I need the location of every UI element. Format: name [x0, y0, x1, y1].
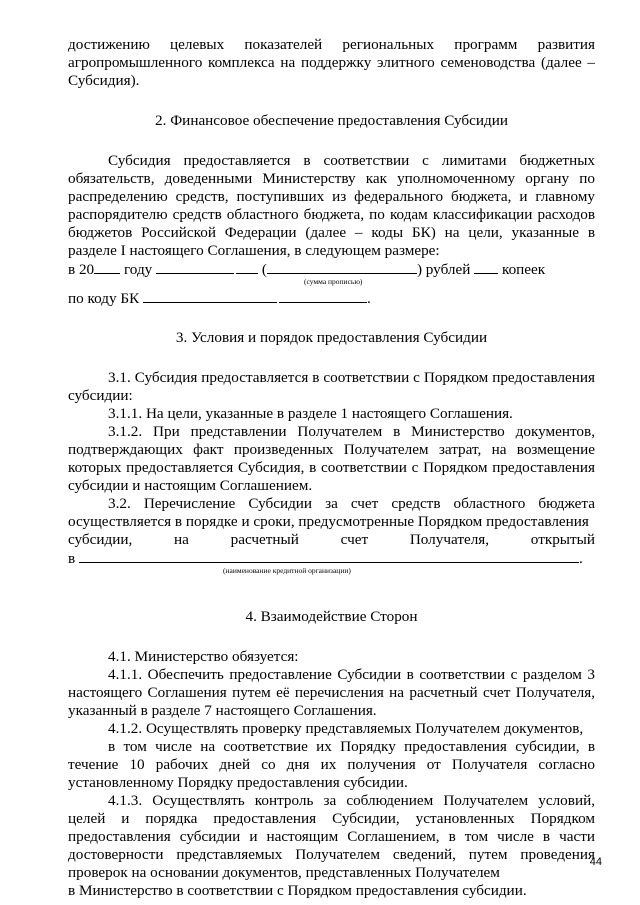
p4-1-3: 4.1.3. Осуществлять контроль за соблюдением Получателем условий, целей и порядка предоставления Субсидии, установленных Порядком предоставления субсидии и настоящим Соглашением, в том числе в части достоверности представляемых Получателем сведений, путем проведения проверок на основании документов, представленных Получателем: [68, 792, 595, 881]
amount-hint: (сумма прописью): [304, 277, 363, 286]
amount-hint-row: [68, 278, 595, 289]
date-blank-2: [236, 260, 258, 274]
p4-1-2: 4.1.2. Осуществлять проверку представляемых Получателем документов,: [108, 720, 584, 737]
kbk-blank: [143, 289, 277, 303]
kbk-blank-2: [279, 289, 367, 303]
p4-1-3-last: в Министерство в соответствии с Порядком предоставления субсидии.: [68, 882, 527, 899]
section2-paragraph: Субсидия предоставляется в соответствии с лимитами бюджетных обязательств, доведенными Министерству как уполномоченному органу по распределению средств, поступивших из федерального бюджета, и главному распорядителю средств областного бюджета, по кодам классификации расходов бюджетов Российской Федерации (далее – коды БК) на цели, указанные в разделе I настоящего Соглашения, в следующем размере:: [68, 152, 595, 259]
kbk-label: по коду БК: [68, 290, 140, 307]
page-number: 44: [589, 856, 602, 868]
section3-title: 3. Условия и порядок предоставления Субсидии: [175, 329, 488, 346]
amount-open-paren: (: [261, 261, 267, 278]
bank-prefix: в: [68, 550, 76, 567]
bank-hint-row: [68, 567, 595, 578]
year-blank: [94, 260, 120, 274]
section4-title: 4. Взаимодействие Сторон: [245, 608, 418, 625]
top-paragraph-rest: агропромышленного комплекса на поддержку элитного семеноводства (далее – Субсидия).: [68, 54, 595, 89]
amount-rub: ) рублей: [416, 261, 471, 278]
p4-1-2-cont: в том числе на соответствие их Порядку предоставления субсидии, в течение 10 рабочих дней со дня их получения от Получателя согласно установленному Порядку предоставления субсидии.: [68, 738, 595, 791]
kop-blank: [474, 260, 498, 274]
p4-1: 4.1. Министерство обязуется:: [108, 648, 299, 665]
p3-2-last: субсидии, на расчетный счет Получателя, открытый: [68, 531, 595, 548]
document-body: [68, 36, 595, 900]
kbk-line: [68, 289, 595, 307]
bank-hint: (наименование кредитной организации): [223, 566, 351, 575]
amount-year-prefix: в 20: [68, 261, 95, 278]
amount-year-word: году: [123, 261, 153, 278]
date-blank: [156, 260, 234, 274]
bank-end: .: [578, 550, 583, 567]
amount-words-blank: [267, 260, 417, 274]
bank-blank: [79, 549, 579, 563]
p3-1-1: 3.1.1. На цели, указанные в разделе 1 настоящего Соглашения.: [108, 405, 513, 422]
top-paragraph-line1: достижению целевых показателей региональных программ развития: [68, 36, 595, 53]
p3-1: 3.1. Субсидия предоставляется в соответствии с Порядком предоставления субсидии:: [68, 369, 595, 404]
p3-2: 3.2. Перечисление Субсидии за счет средств областного бюджета осуществляется в порядке и сроки, предусмотренные Порядком предоставления: [68, 495, 595, 530]
amount-kop: копеек: [501, 261, 546, 278]
section2-title: 2. Финансовое обеспечение предоставления Субсидии: [155, 112, 508, 129]
p4-1-1: 4.1.1. Обеспечить предоставление Субсидии в соответствии с разделом 3 настоящего Соглашения путем её перечисления на расчетный счет Получателя, указанный в разделе 7 настоящего Соглашения.: [68, 666, 595, 719]
p3-1-2: 3.1.2. При представлении Получателем в Министерство документов, подтверждающих факт произведенных Получателем затрат, на возмещение которых предоставляется Субсидия, в соответствии с Порядком предоставления субсидии и настоящим Соглашением.: [68, 423, 595, 494]
kbk-end: .: [367, 290, 371, 307]
